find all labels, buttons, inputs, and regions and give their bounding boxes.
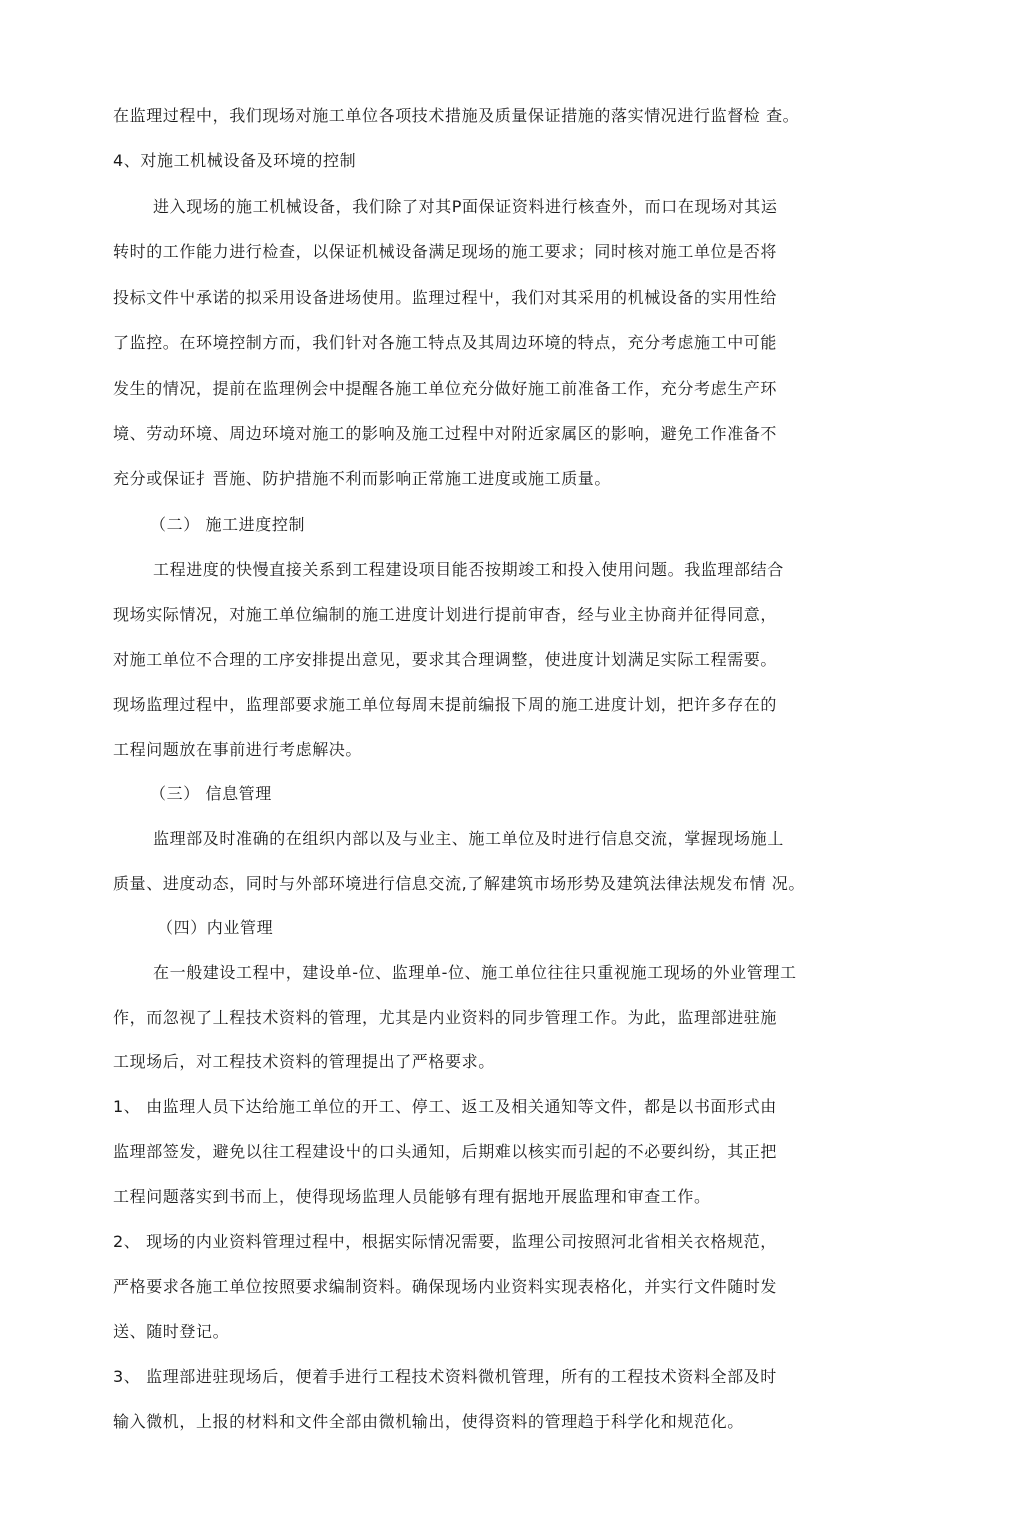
paragraph-first-line: 监理部及时准确的在组织内部以及与业主、施工单位及时进行信息交流，掌握现场施丄 xyxy=(153,829,784,848)
body-line: 工程问题落实到书而上，使得现场监理人员能够有理有据地开展监理和审查工作。 xyxy=(113,1187,711,1206)
body-line: 严格要求各施工单位按照要求编制资料。确保现场内业资料实现表格化，并实行文件随时发 xyxy=(113,1277,778,1296)
body-line: 境、劳动环境、周边环境对施工的影响及施工过程中对附近家属区的影响，避免工作准备不 xyxy=(113,424,778,443)
numbered-item-line: 3、 监理部进驻现场后，便着手进行工程技术资料微机管理，所有的工程技术资料全部及时 xyxy=(113,1367,777,1386)
numbered-item-line: 2、 现场的内业资料管理过程中，根据实际情况需要，监理公司按照河北省相关衣格规范， xyxy=(113,1232,777,1251)
body-line: 监理部签发，避免以往工程建设屮的口头通知，后期难以核实而引起的不必要纠纷，其正把 xyxy=(113,1142,778,1161)
body-line: 投标文件屮承诺的拟采用设备进场使用。监理过程屮，我们对其采用的机械设备的实用性给 xyxy=(113,288,778,307)
paragraph-first-line: 进入现场的施工机械设备，我们除了对其P面保证资料进行核查外，而口在现场对其运 xyxy=(153,197,778,216)
body-line: 了监控。在环境控制方而，我们针对各施工特点及其周边环境的特点，充分考虑施工中可能 xyxy=(113,333,778,352)
body-line: 输入微机，上报的材料和文件全部由微机输出，使得资料的管理趋于科学化和规范化。 xyxy=(113,1412,744,1431)
paragraph-first-line: 在一般建设工程中，建设单-位、监理单-位、施工单位往往只重视施工现场的外业管理工 xyxy=(153,963,797,982)
body-line: 现场实际情况，对施工单位编制的施工进度计划进行提前审杳，经与业主协商并征得同意， xyxy=(113,605,778,624)
body-line: 送、随时登记。 xyxy=(113,1322,230,1341)
body-line: 质量、进度动态，同时与外部环境进行信息交流,了解建筑市场形势及建筑法律法规发布情 况。 xyxy=(113,874,805,893)
body-line: 现场监理过程中，监理部要求施工单位每周末提前编报下周的施工进度计划，把许多存在的 xyxy=(113,695,778,714)
body-line: 对施工单位不合理的工序安排提出意见，要求其合理调整，使进度计划满足实际工程需要。 xyxy=(113,650,778,669)
section-heading: （四）内业管理 xyxy=(157,918,274,937)
section-heading: （三） 信息管理 xyxy=(150,784,272,803)
body-line: 充分或保证扌晋施、防护措施不利而影响正常施工进度或施工质量。 xyxy=(113,469,612,488)
body-line: 工现场后，对工程技术资料的管理提出了严格要求。 xyxy=(113,1052,495,1071)
section-heading: （二） 施工进度控制 xyxy=(150,515,306,534)
body-line: 工程问题放在事前进行考虑解决。 xyxy=(113,740,363,759)
body-line: 在监理过程中，我们现场对施工单位各项技术措施及质量保证措施的落实情况进行监督检 查。 xyxy=(113,106,800,125)
body-line: 作，而忽视了丄程技术资料的管理，尤其是内业资料的同步管理工作。为此，监理部进驻施 xyxy=(113,1008,778,1027)
body-line: 转时的工作能力进行检查，以保证机械设备满足现场的施工要求；同时核对施工单位是否将 xyxy=(113,242,778,261)
section-heading: 4、对施工机械设备及环境的控制 xyxy=(113,151,357,170)
body-line: 发生的情况，提前在监理例会中提醒各施工单位充分做好施工前准备工作，充分考虑生产环 xyxy=(113,379,778,398)
paragraph-first-line: 工程进度的快慢直接关系到工程建设项目能否按期竣工和投入使用问题。我监理部结合 xyxy=(153,560,784,579)
numbered-item-line: 1、 由监理人员下达给施工单位的开工、停工、返工及相关通知等文件，都是以书面形式由 xyxy=(113,1097,777,1116)
